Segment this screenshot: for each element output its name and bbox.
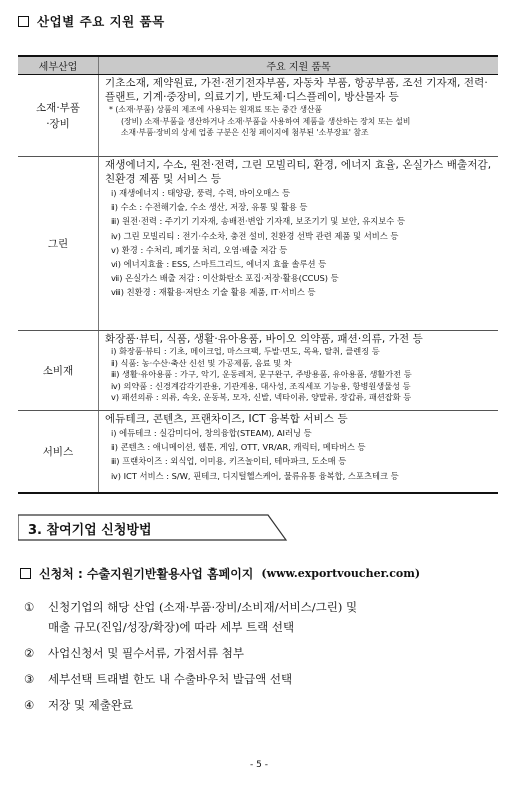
row-main-text: 에듀테크, 콘텐츠, 프랜차이즈, ICT 융복합 서비스 등: [105, 413, 348, 425]
step-text: 저장 및 제출완료: [48, 698, 134, 712]
step-text: 세부선택 트래별 한도 내 수출바우처 발급액 선택: [48, 672, 293, 686]
list-item: ⅷ) 친환경 : 재활용·저탄소 기술 활용 제품, IT·서비스 등: [111, 287, 316, 298]
row-category: 서비스: [18, 411, 99, 494]
step-number: ③: [24, 672, 35, 686]
list-item: ⅱ) 수소 : 수전해기술, 수소 생산, 저장, 유통 및 활용 등: [111, 202, 308, 213]
step-item: [24, 669, 357, 689]
header-category: 세부산업: [18, 56, 99, 75]
list-item: ⅴ) 패션의류 : 의류, 속옷, 운동복, 모자, 신발, 넥타이류, 양말류, 장갑류, 패션잡화 등: [111, 392, 412, 403]
step-number: ①: [24, 600, 35, 614]
step-item: [24, 597, 357, 637]
page-number: - 5 -: [250, 760, 268, 770]
list-item: ⅳ) 그린 모빌리티 : 전기·수소차, 충전 설비, 친환경 선박 관련 제품 및 서비스 등: [111, 230, 399, 241]
step-text-continued: 매출 규모(진입/성장/확장)에 따라 세부 트랙 선택: [48, 620, 295, 634]
section3-heading: [18, 514, 288, 540]
application-steps: [24, 597, 357, 721]
step-text: 사업신청서 및 필수서류, 가점서류 첨부: [48, 646, 245, 660]
row-category: [18, 75, 99, 157]
header-items: 주요 지원 품목: [99, 56, 499, 75]
list-item: ⅴ) 환경 : 수처리, 폐기물 처리, 오염·배출 저감 등: [111, 244, 288, 255]
checkbox-square-icon: [20, 568, 31, 579]
list-item: ⅰ) 화장품·뷰티 : 기초, 메이크업, 마스크팩, 두발·면도, 목욕, 탈취, 클렌징 등: [111, 346, 380, 356]
list-item: ⅲ) 원전·전력 : 주기기 기자재, 송배전·변압 기자재, 보조기기 및 보안, 유지보수 등: [111, 216, 405, 227]
list-item: ⅳ) 의약품 : 신경계감각기관용, 기관계용, 대사성, 조직세포 기능용, 항병원생물성 등: [111, 380, 411, 391]
row-note: 소재·부품·장비의 상세 업종 구분은 신청 페이지에 첨부된 '소부장표' 참조: [121, 128, 369, 137]
row-category: 그린: [18, 157, 99, 331]
step-text: 신청기업의 해당 산업 (소재·부품·장비/소비재/서비스/그린) 및: [48, 600, 358, 614]
table-row-green: [18, 157, 498, 331]
checkbox-square-icon: [18, 16, 29, 27]
section3-title: 3. 참여기업 신청방법: [28, 523, 152, 538]
apply-url[interactable]: (www.exportvoucher.com): [261, 567, 421, 580]
step-number: ②: [24, 646, 35, 660]
step-item: [24, 695, 357, 715]
table-row-materials: [18, 75, 498, 157]
list-item: ⅶ) 온실가스 배출 저감 : 이산화탄소 포집·저장·활용(CCUS) 등: [111, 273, 339, 284]
row-main-text: 화장품·뷰티, 식품, 생활·유아용품, 바이오 의약품, 패션·의류, 가전 등: [105, 333, 423, 345]
table-row-consumer: [18, 331, 498, 411]
step-item: [24, 643, 357, 663]
table-header-row: [18, 56, 498, 75]
apply-label: 신청처 : 수출지원기반활용사업 홈페이지: [39, 567, 254, 581]
row-main-text: 기초소재, 제약원료, 가전·전기전자부품, 자동차 부품, 항공부품, 조선 기자재, 전력·플랜트, 기계·중장비, 의료기기, 반도체·디스플레이, 방산물자 등: [105, 77, 488, 103]
list-item: ⅰ) 재생에너지 : 태양광, 풍력, 수력, 바이오매스 등: [111, 188, 290, 198]
list-item: ⅳ) ICT 서비스 : S/W, 핀테크, 디지털헬스케어, 물류유통 융복합, 스포츠테크 등: [111, 470, 399, 481]
list-item: ⅵ) 에너지효율 : ESS, 스마트그리드, 에너지 효율 솔루션 등: [111, 259, 327, 270]
section-title: 산업별 주요 지원 품목: [37, 14, 165, 29]
list-item: ⅰ) 에듀테크 : 실감미디어, 창의융합(STEAM), AI러닝 등: [111, 428, 312, 438]
section-heading: [18, 12, 165, 30]
category-label: 소재·부품 ·장비: [36, 101, 80, 130]
table-row-service: [18, 411, 498, 494]
step-number: ④: [24, 698, 35, 712]
application-destination: [20, 565, 420, 582]
support-items-table: [18, 55, 498, 494]
list-item: ⅲ) 생활·유아용품 : 가구, 악기, 운동레저, 문구완구, 주방용품, 유아용품, 생활가전 등: [111, 369, 412, 380]
list-item: ⅱ) 콘텐츠 : 애니메이션, 웹툰, 게임, OTT, VR/AR, 캐릭터, 메타버스 등: [111, 442, 366, 453]
list-item: ⅱ) 식품: 농·수산·축산 신선 및 가공제품, 음료 및 차: [111, 357, 292, 368]
row-main-text: 재생에너지, 수소, 원전·전력, 그린 모빌리티, 환경, 에너지 효율, 온실가스 배출저감, 친환경 제품 및 서비스 등: [105, 159, 492, 185]
list-item: ⅲ) 프랜차이즈 : 외식업, 이미용, 키즈놀이터, 테마파크, 도소매 등: [111, 456, 347, 467]
row-note: * (소재·부품) 상품의 제조에 사용되는 원재료 또는 중간 생산품: [109, 105, 323, 114]
row-category: 소비재: [18, 331, 99, 411]
row-note: (장비) 소재·부품을 생산하거나 소재·부품을 사용하여 제품을 생산하는 장치 또는 설비: [121, 116, 411, 126]
